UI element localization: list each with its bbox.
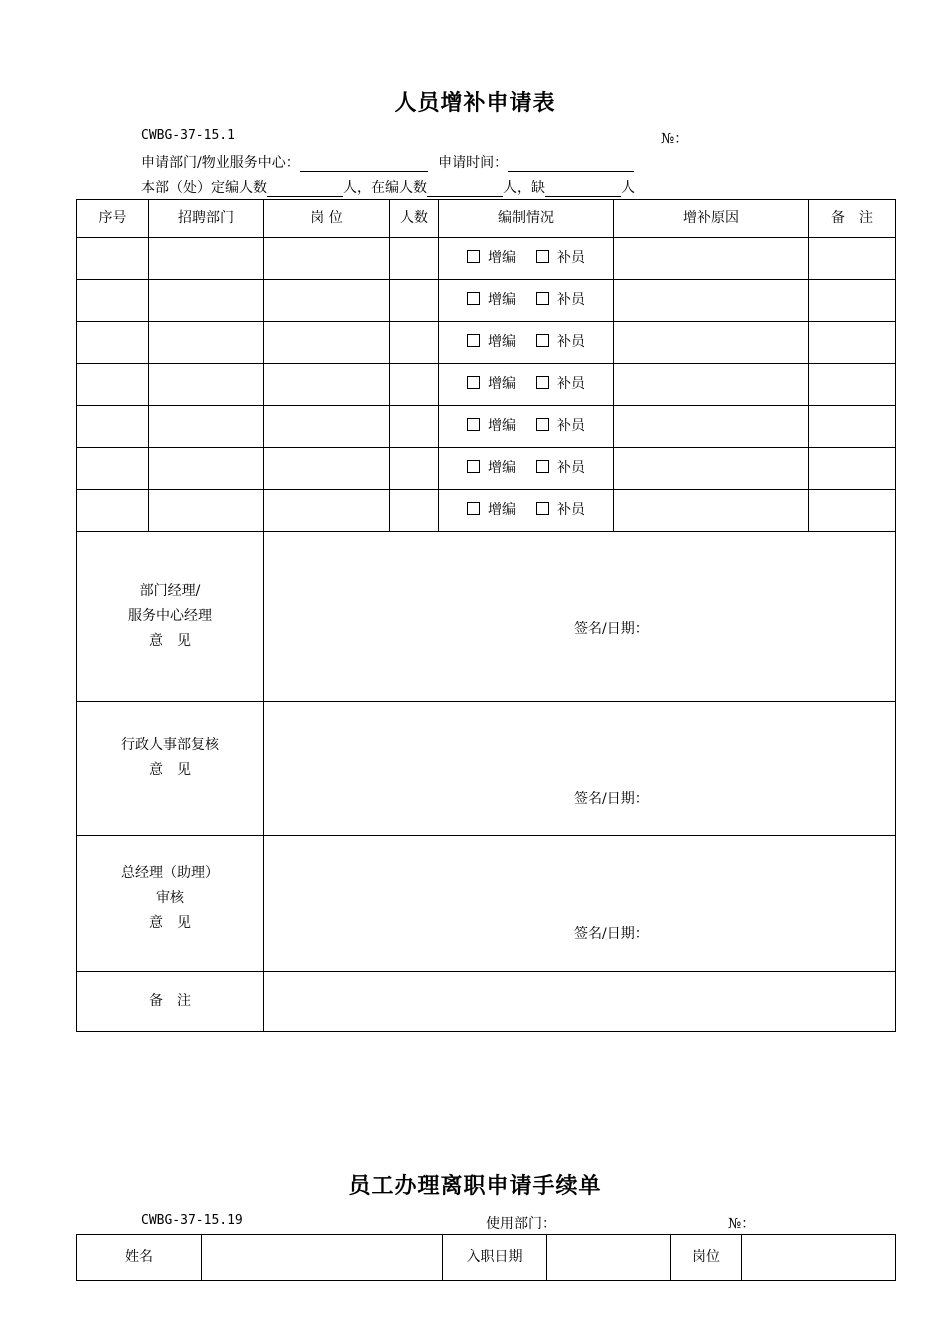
seq-cell[interactable]: [77, 238, 149, 280]
dept-cell[interactable]: [149, 364, 264, 406]
position-label: 岗位: [671, 1235, 742, 1281]
option-fill-label: 补员: [557, 250, 585, 266]
checkbox-icon[interactable]: [536, 292, 549, 305]
option-add-label: 增编: [488, 418, 516, 434]
approval-field-1[interactable]: [264, 532, 896, 702]
option-fill-label: 补员: [557, 376, 585, 392]
staffed-blank[interactable]: [427, 182, 503, 197]
quota-label: 本部（处）定编人数: [141, 180, 267, 196]
option-fill-label: 补员: [557, 418, 585, 434]
position-cell[interactable]: [264, 238, 390, 280]
reason-cell[interactable]: [614, 238, 809, 280]
approval-label-3-line: 审核: [156, 890, 184, 906]
signature-date-label: 签名/日期：: [574, 791, 649, 807]
count-cell[interactable]: [390, 322, 439, 364]
option-fill[interactable]: [536, 372, 585, 397]
checkbox-icon[interactable]: [536, 250, 549, 263]
position-cell[interactable]: [264, 322, 390, 364]
form1-table: [76, 199, 896, 1032]
approval-field-3[interactable]: [264, 836, 896, 972]
approval-label-3-line: 总经理（助理）: [121, 865, 219, 881]
dept-cell[interactable]: [149, 406, 264, 448]
time-label: 申请时间：: [438, 155, 509, 171]
option-add-label: 增编: [488, 292, 516, 308]
approval-label-2: [77, 702, 264, 836]
request-row: [77, 238, 896, 280]
approval-label-1-line: 意 见: [149, 633, 191, 649]
quota-unit-2: 人，缺: [503, 180, 545, 196]
position-field[interactable]: [742, 1235, 896, 1281]
option-fill[interactable]: [536, 414, 585, 439]
option-add[interactable]: [467, 288, 516, 313]
checkbox-icon[interactable]: [467, 292, 480, 305]
form2-use-dept-label: 使用部门：: [486, 1216, 556, 1232]
option-add[interactable]: [467, 414, 516, 439]
dept-label: 申请部门/物业服务中心：: [141, 155, 300, 171]
option-fill-label: 补员: [557, 460, 585, 476]
name-label: 姓名: [77, 1235, 202, 1281]
dept-cell[interactable]: [149, 322, 264, 364]
seq-cell[interactable]: [77, 364, 149, 406]
staffing-options: [439, 280, 614, 322]
form2-title: 员工办理离职申请手续单: [348, 1174, 602, 1199]
option-add[interactable]: [467, 498, 516, 523]
option-fill-label: 补员: [557, 334, 585, 350]
checkbox-icon[interactable]: [467, 376, 480, 389]
option-add[interactable]: [467, 372, 516, 397]
time-blank[interactable]: [508, 157, 634, 172]
dept-cell[interactable]: [149, 280, 264, 322]
option-fill[interactable]: [536, 456, 585, 481]
count-cell[interactable]: [390, 364, 439, 406]
header-position: 岗 位: [264, 200, 390, 238]
option-fill-label: 补员: [557, 292, 585, 308]
position-cell[interactable]: [264, 490, 390, 532]
form2-table: [76, 1234, 896, 1281]
seq-cell[interactable]: [77, 406, 149, 448]
header-row: [77, 200, 896, 238]
option-add-label: 增编: [488, 250, 516, 266]
header-reason: 增补原因: [614, 200, 809, 238]
form2-number-label: №：: [728, 1216, 756, 1232]
checkbox-icon[interactable]: [536, 502, 549, 515]
signature-date-label: 签名/日期：: [574, 926, 649, 942]
count-cell[interactable]: [390, 280, 439, 322]
staffing-options: [439, 448, 614, 490]
header-staffing: 编制情况: [439, 200, 614, 238]
remark-field[interactable]: [264, 972, 896, 1032]
checkbox-icon[interactable]: [467, 460, 480, 473]
dept-cell[interactable]: [149, 238, 264, 280]
dept-blank[interactable]: [300, 157, 428, 172]
checkbox-icon[interactable]: [536, 334, 549, 347]
name-field[interactable]: [202, 1235, 443, 1281]
reason-cell[interactable]: [614, 406, 809, 448]
approval-field-2[interactable]: [264, 702, 896, 836]
reason-cell[interactable]: [614, 364, 809, 406]
remark-label: 备 注: [77, 972, 264, 1032]
approval-label-2-line: 意 见: [149, 761, 191, 778]
form1-number-label: №：: [661, 131, 689, 147]
request-row: [77, 322, 896, 364]
checkbox-icon[interactable]: [536, 418, 549, 431]
header-seq: 序号: [77, 200, 149, 238]
option-add[interactable]: [467, 456, 516, 481]
approval-row-3: [77, 836, 896, 972]
approval-label-1: [77, 532, 264, 702]
option-add[interactable]: [467, 330, 516, 355]
request-row: [77, 448, 896, 490]
quota-blank[interactable]: [267, 182, 343, 197]
request-row: [77, 364, 896, 406]
form1-code: CWBG-37-15.1: [141, 128, 235, 143]
request-row: [77, 490, 896, 532]
count-cell[interactable]: [390, 448, 439, 490]
checkbox-icon[interactable]: [467, 334, 480, 347]
option-add-label: 增编: [488, 460, 516, 476]
option-fill[interactable]: [536, 246, 585, 271]
count-cell[interactable]: [390, 406, 439, 448]
option-fill[interactable]: [536, 288, 585, 313]
form2-code: CWBG-37-15.19: [141, 1213, 243, 1228]
form2-row: [77, 1235, 896, 1281]
position-cell[interactable]: [264, 448, 390, 490]
dept-cell[interactable]: [149, 448, 264, 490]
option-fill[interactable]: [536, 330, 585, 355]
header-count: 人数: [390, 200, 439, 238]
request-row: [77, 280, 896, 322]
checkbox-icon[interactable]: [467, 250, 480, 263]
remark-cell[interactable]: [809, 280, 896, 322]
hire-date-label: 入职日期: [443, 1235, 547, 1281]
staffing-options: [439, 238, 614, 280]
checkbox-icon[interactable]: [536, 460, 549, 473]
option-fill[interactable]: [536, 498, 585, 523]
checkbox-icon[interactable]: [536, 376, 549, 389]
remark-cell[interactable]: [809, 322, 896, 364]
remark-cell[interactable]: [809, 448, 896, 490]
remark-cell[interactable]: [809, 490, 896, 532]
seq-cell[interactable]: [77, 448, 149, 490]
approval-row-1: [77, 532, 896, 702]
header-remark: 备 注: [809, 200, 896, 238]
signature-date-label: 签名/日期：: [574, 621, 649, 637]
request-rows: [77, 238, 896, 532]
seq-cell[interactable]: [77, 322, 149, 364]
position-cell[interactable]: [264, 406, 390, 448]
form1-quota-line: [141, 177, 635, 197]
reason-cell[interactable]: [614, 280, 809, 322]
approval-label-3-line: 意 见: [149, 915, 191, 931]
staffing-options: [439, 490, 614, 532]
option-add-label: 增编: [488, 334, 516, 350]
header-dept: 招聘部门: [149, 200, 264, 238]
checkbox-icon[interactable]: [467, 502, 480, 515]
count-cell[interactable]: [390, 238, 439, 280]
quota-unit-1: 人，在编人数: [343, 180, 427, 196]
staffing-options: [439, 322, 614, 364]
approval-row-2: [77, 702, 896, 836]
form1-title: 人员增补申请表: [394, 91, 556, 116]
staffing-options: [439, 406, 614, 448]
approval-label-1-line: 部门经理/: [139, 583, 201, 599]
count-cell[interactable]: [390, 490, 439, 532]
option-add-label: 增编: [488, 502, 516, 518]
staffing-options: [439, 364, 614, 406]
option-fill-label: 补员: [557, 502, 585, 518]
seq-cell[interactable]: [77, 280, 149, 322]
approval-label-1-line: 服务中心经理: [128, 608, 212, 624]
reason-cell[interactable]: [614, 322, 809, 364]
shortage-blank[interactable]: [545, 182, 621, 197]
remark-cell[interactable]: [809, 238, 896, 280]
form1-dept-time-line: [141, 152, 634, 172]
approval-label-2-line: 行政人事部复核: [121, 736, 219, 753]
hire-date-field[interactable]: [547, 1235, 671, 1281]
request-row: [77, 406, 896, 448]
reason-cell[interactable]: [614, 490, 809, 532]
checkbox-icon[interactable]: [467, 418, 480, 431]
reason-cell[interactable]: [614, 448, 809, 490]
dept-cell[interactable]: [149, 490, 264, 532]
quota-unit-3: 人: [621, 180, 635, 196]
option-add-label: 增编: [488, 376, 516, 392]
approval-label-3: [77, 836, 264, 972]
remark-cell[interactable]: [809, 364, 896, 406]
option-add[interactable]: [467, 246, 516, 271]
remark-row: [77, 972, 896, 1032]
seq-cell[interactable]: [77, 490, 149, 532]
position-cell[interactable]: [264, 280, 390, 322]
remark-cell[interactable]: [809, 406, 896, 448]
position-cell[interactable]: [264, 364, 390, 406]
